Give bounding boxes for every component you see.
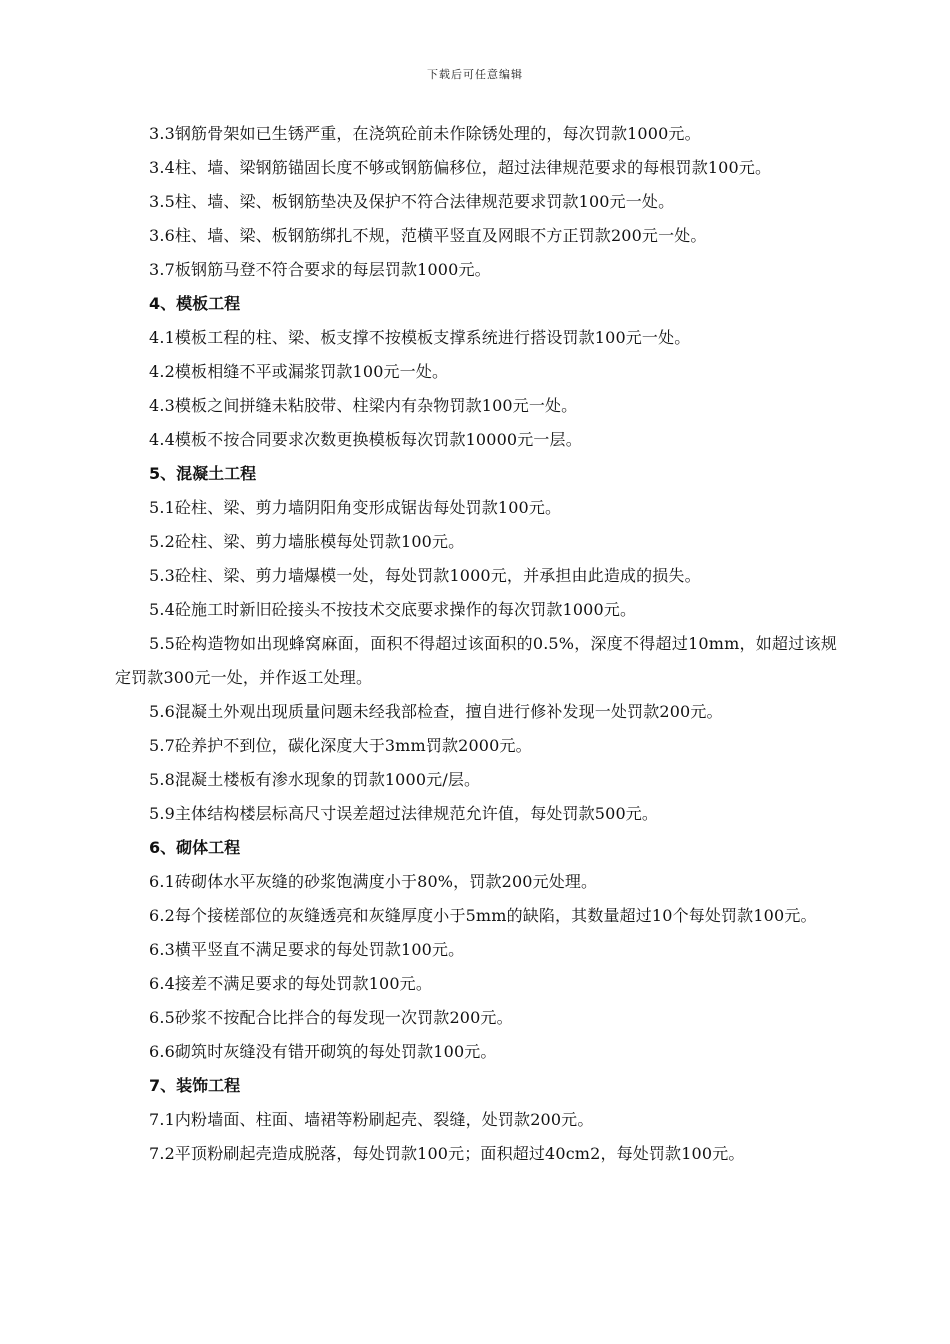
- clause-3-5: 3.5柱、墙、梁、板钢筋垫决及保护不符合法律规范要求罚款100元一处。: [149, 192, 675, 211]
- clause-7-1: 7.1内粉墙面、柱面、墙裙等粉刷起壳、裂缝，处罚款200元。: [149, 1110, 594, 1129]
- clause-5-5: 5.5砼构造物如出现蜂窝麻面，面积不得超过该面积的0.5%，深度不得超过10mm，如超过该规定罚款300元一处，并作返工处理。: [115, 634, 837, 687]
- clause-4-1: 4.1模板工程的柱、梁、板支撑不按模板支撑系统进行搭设罚款100元一处。: [149, 328, 691, 347]
- clause-5-4: 5.4砼施工时新旧砼接头不按技术交底要求操作的每次罚款1000元。: [149, 600, 637, 619]
- clause-4-2: 4.2模板相缝不平或漏浆罚款100元一处。: [149, 362, 449, 381]
- clause-6-2: 6.2每个接槎部位的灰缝透亮和灰缝厚度小于5mm的缺陷，其数量超过10个每处罚款100元。: [149, 906, 817, 925]
- clause-5-8: 5.8混凝土楼板有渗水现象的罚款1000元/层。: [149, 770, 481, 789]
- clause-3-7: 3.7板钢筋马登不符合要求的每层罚款1000元。: [149, 260, 491, 279]
- clause-6-3: 6.3横平竖直不满足要求的每处罚款100元。: [149, 940, 465, 959]
- document-body: [115, 117, 837, 1171]
- page-header: 下载后可任意编辑: [427, 68, 523, 81]
- section-heading-6: 6、砌体工程: [149, 838, 241, 857]
- clause-5-3: 5.3砼柱、梁、剪力墙爆模一处，每处罚款1000元，并承担由此造成的损失。: [149, 566, 701, 585]
- clause-4-4: 4.4模板不按合同要求次数更换模板每次罚款10000元一层。: [149, 430, 582, 449]
- clause-5-2: 5.2砼柱、梁、剪力墙胀模每处罚款100元。: [149, 532, 465, 551]
- clause-5-9: 5.9主体结构楼层标高尺寸误差超过法律规范允许值，每处罚款500元。: [149, 804, 659, 823]
- clause-7-2: 7.2平顶粉刷起壳造成脱落，每处罚款100元；面积超过40cm2，每处罚款100元。: [149, 1144, 745, 1163]
- clause-5-6: 5.6混凝土外观出现质量问题未经我部检查，擅自进行修补发现一处罚款200元。: [149, 702, 723, 721]
- clause-5-1: 5.1砼柱、梁、剪力墙阴阳角变形成锯齿每处罚款100元。: [149, 498, 562, 517]
- clause-6-5: 6.5砂浆不按配合比拌合的每发现一次罚款200元。: [149, 1008, 513, 1027]
- clause-3-4: 3.4柱、墙、梁钢筋锚固长度不够或钢筋偏移位，超过法律规范要求的每根罚款100元。: [149, 158, 772, 177]
- clause-3-3: 3.3钢筋骨架如已生锈严重，在浇筑砼前未作除锈处理的，每次罚款1000元。: [149, 124, 701, 143]
- clause-3-6: 3.6柱、墙、梁、板钢筋绑扎不规，范横平竖直及网眼不方正罚款200元一处。: [149, 226, 707, 245]
- clause-5-7: 5.7砼养护不到位，碳化深度大于3mm罚款2000元。: [149, 736, 532, 755]
- clause-6-1: 6.1砖砌体水平灰缝的砂浆饱满度小于80%，罚款200元处理。: [149, 872, 598, 891]
- clause-6-6: 6.6砌筑时灰缝没有错开砌筑的每处罚款100元。: [149, 1042, 497, 1061]
- section-heading-5: 5、混凝土工程: [149, 464, 257, 483]
- clause-6-4: 6.4接差不满足要求的每处罚款100元。: [149, 974, 432, 993]
- section-heading-4: 4、模板工程: [149, 294, 241, 313]
- section-heading-7: 7、装饰工程: [149, 1076, 241, 1095]
- clause-4-3: 4.3模板之间拼缝未粘胶带、柱梁内有杂物罚款100元一处。: [149, 396, 578, 415]
